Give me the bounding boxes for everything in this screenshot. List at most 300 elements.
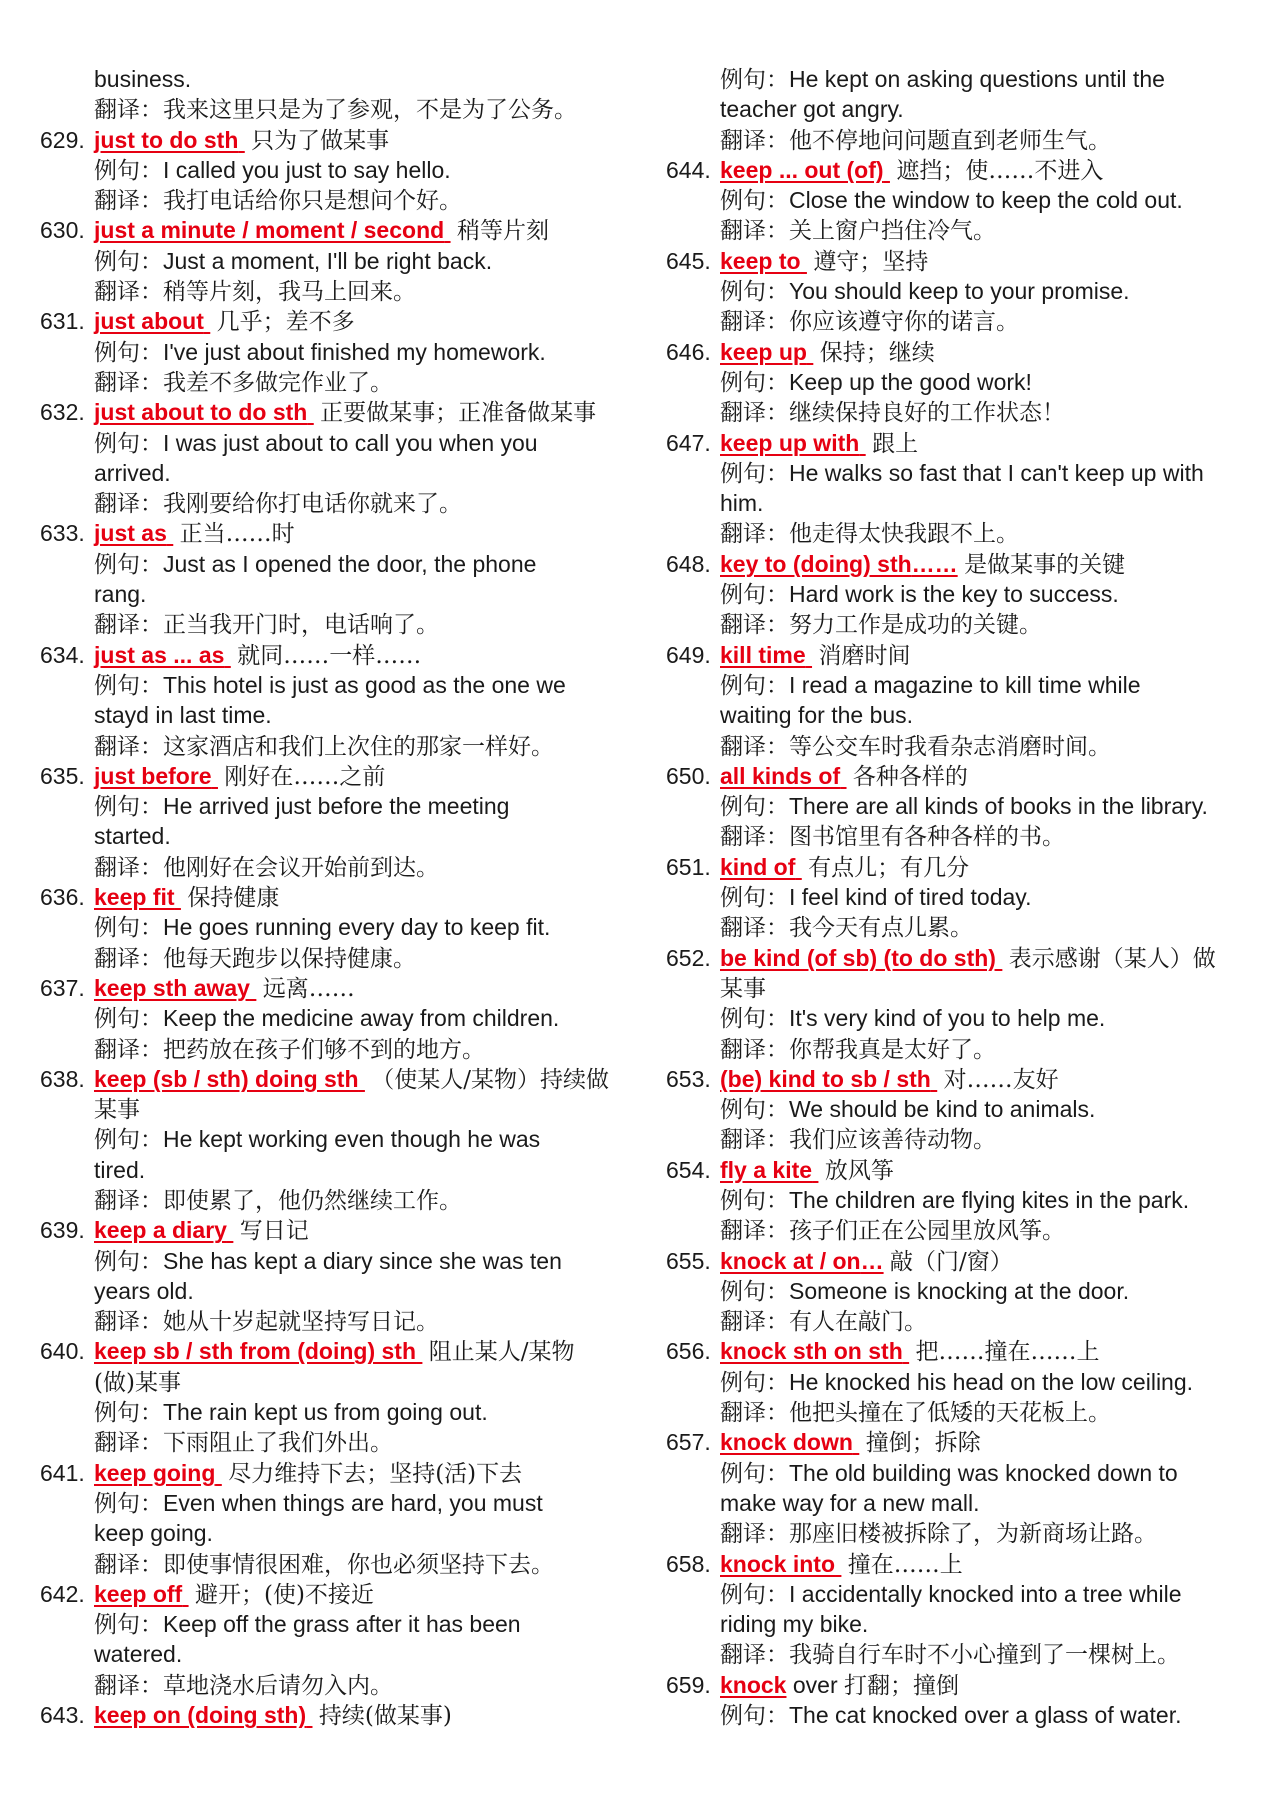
example-line-text: tired. — [94, 1156, 146, 1183]
example-line — [40, 912, 610, 942]
entry-phrase-underline — [996, 943, 1002, 973]
translation-line-text: 孩子们正在公园里放风筝。 — [789, 1218, 1065, 1245]
example-label: 例句： — [720, 188, 789, 215]
example-line-text: The rain kept us from going out. — [163, 1399, 488, 1426]
translation-line-text: 这家酒店和我们上次住的那家一样好。 — [163, 733, 554, 760]
entry-item — [666, 1670, 1236, 1731]
entry-heading — [40, 215, 610, 245]
example-line — [40, 1003, 610, 1033]
translation-line-text: 我骑自行车时不小心撞到了一棵树上。 — [789, 1642, 1180, 1669]
example-line — [40, 549, 610, 579]
translation-label: 翻译： — [720, 915, 789, 942]
entry-phrase-underline — [795, 852, 801, 882]
translation-line-text: 我今天有点儿累。 — [789, 915, 973, 942]
example-label: 例句： — [720, 279, 789, 306]
example-line-text: He goes running every day to keep fit. — [163, 914, 551, 941]
example-label: 例句： — [94, 1400, 163, 1427]
translation-label: 翻译： — [720, 218, 789, 245]
example-label: 例句： — [94, 1006, 163, 1033]
example-line-text: He kept working even though he was — [163, 1126, 541, 1153]
example-label: 例句： — [720, 460, 789, 487]
example-line-text: I've just about finished my homework. — [163, 338, 546, 365]
translation-line — [666, 215, 1236, 245]
entry-number: 648. — [666, 550, 711, 577]
translation-line-text: 图书馆里有各种各样的书。 — [789, 824, 1065, 851]
example-line — [666, 700, 1236, 730]
entry-item — [666, 1064, 1236, 1155]
translation-label: 翻译： — [94, 369, 163, 396]
entry-number: 632. — [40, 399, 85, 426]
entry-meaning: 正要做某事；正准备做某事 — [320, 400, 597, 427]
example-line — [40, 670, 610, 700]
entry-meaning: 表示感谢（某人）做 — [1008, 945, 1216, 972]
entry-phrase-tail: … — [860, 1247, 884, 1274]
example-line-text: I was just about to call you when you — [163, 429, 538, 456]
example-label: 例句： — [94, 915, 163, 942]
entry-item — [666, 761, 1236, 852]
example-line-text: The old building was knocked down to — [789, 1459, 1178, 1486]
translation-line — [666, 306, 1236, 336]
entry-item — [40, 1579, 610, 1700]
entry-meaning: 撞在……上 — [847, 1551, 963, 1578]
example-line — [40, 337, 610, 367]
translation-line-text: 我差不多做完作业了。 — [163, 369, 393, 396]
translation-line — [666, 1124, 1236, 1154]
entry-item — [40, 397, 610, 518]
entry-phrase: keep a diary — [94, 1217, 227, 1244]
entry-meaning: 有点儿；有几分 — [808, 854, 970, 881]
example-line-text: We should be kind to animals. — [789, 1096, 1096, 1123]
entry-number: 641. — [40, 1459, 85, 1486]
translation-line-text: 他把头撞在了低矮的天花板上。 — [789, 1400, 1111, 1427]
entry-phrase: kill time — [720, 641, 806, 668]
example-line-text: I called you just to say hello. — [163, 156, 451, 183]
entry-phrase-underline — [238, 125, 244, 155]
example-label: 例句： — [94, 1612, 163, 1639]
entry-phrase: key to (doing) sth — [720, 550, 912, 577]
entry-heading — [40, 518, 610, 548]
entry-number: 654. — [666, 1156, 711, 1183]
entry-heading — [666, 549, 1236, 579]
translation-label: 翻译： — [94, 733, 163, 760]
example-line — [666, 64, 1236, 94]
entry-meaning: 消磨时间 — [818, 642, 911, 669]
example-line — [666, 791, 1236, 821]
example-line — [666, 1700, 1236, 1730]
entry-heading — [40, 761, 610, 791]
entry-phrase-underline — [801, 246, 807, 276]
example-line-text: riding my bike. — [720, 1611, 869, 1638]
example-line-text: I feel kind of tired today. — [789, 884, 1032, 911]
entry-phrase: keep to — [720, 247, 801, 274]
entry-heading — [40, 1458, 610, 1488]
translation-label: 翻译： — [94, 1430, 163, 1457]
entry-meaning: 保持健康 — [187, 885, 280, 912]
entry-phrase-tail: …… — [911, 550, 958, 577]
translation-line — [40, 943, 610, 973]
entry-phrase-underline — [306, 1700, 312, 1730]
example-line — [40, 1124, 610, 1154]
entry-number: 651. — [666, 853, 711, 880]
example-line — [666, 1003, 1236, 1033]
entry-phrase-underline — [835, 1549, 841, 1579]
example-label: 例句： — [720, 1006, 789, 1033]
entry-meaning: 撞倒；拆除 — [865, 1430, 981, 1457]
translation-line — [40, 185, 610, 215]
entry-meaning: 保持；继续 — [819, 339, 935, 366]
example-label: 例句： — [720, 1581, 789, 1608]
entry-item — [40, 125, 610, 216]
translation-line-text: 他每天跑步以保持健康。 — [163, 945, 416, 972]
translation-line — [40, 94, 610, 124]
entry-heading — [40, 125, 610, 155]
example-line-text: Someone is knocking at the door. — [789, 1277, 1130, 1304]
example-line-text: I read a magazine to kill time while — [789, 671, 1141, 698]
example-line — [666, 367, 1236, 397]
entry-meaning: 几乎；差不多 — [216, 309, 355, 336]
entry-item — [40, 1700, 610, 1730]
translation-label: 翻译： — [720, 1127, 789, 1154]
translation-line-text: 你帮我真是太好了。 — [789, 1036, 996, 1063]
translation-line — [40, 731, 610, 761]
entry-phrase: keep fit — [94, 884, 175, 911]
example-line-text: Keep the medicine away from children. — [163, 1005, 560, 1032]
entry-phrase: just a minute / moment / second — [94, 217, 445, 244]
translation-line — [666, 821, 1236, 851]
entry-meaning-cont: 某事 — [720, 975, 766, 1002]
translation-line — [40, 1670, 610, 1700]
example-line-text: The cat knocked over a glass of water. — [789, 1702, 1182, 1729]
translation-line — [666, 1518, 1236, 1548]
example-line-text: Just a moment, I'll be right back. — [163, 247, 493, 274]
entry-meaning: 持续(做某事) — [318, 1703, 452, 1730]
translation-line — [40, 609, 610, 639]
entry-heading — [40, 1064, 610, 1094]
example-label: 例句： — [720, 1460, 789, 1487]
entry-heading — [40, 1336, 610, 1366]
entry-phrase-underline — [175, 882, 181, 912]
example-label: 例句： — [94, 1490, 163, 1517]
example-label: 例句： — [94, 157, 163, 184]
entry-phrase-underline — [859, 428, 865, 458]
example-line — [666, 1458, 1236, 1488]
translation-label: 翻译： — [94, 1036, 163, 1063]
translation-label: 翻译： — [94, 854, 163, 881]
entry-phrase-underline — [806, 640, 812, 670]
example-line — [40, 1518, 610, 1548]
example-label: 例句： — [94, 551, 163, 578]
entry-item — [40, 518, 610, 639]
entry-heading — [666, 640, 1236, 670]
entry-item — [666, 1336, 1236, 1427]
translation-line-text: 把药放在孩子们够不到的地方。 — [163, 1036, 485, 1063]
entry-meaning: 打翻；撞倒 — [844, 1672, 960, 1699]
example-label: 例句： — [720, 67, 789, 93]
entry-number: 637. — [40, 974, 85, 1001]
entry-item — [40, 306, 610, 397]
example-line — [40, 1155, 610, 1185]
entry-number: 633. — [40, 520, 85, 547]
example-line-text: Close the window to keep the cold out. — [789, 187, 1183, 214]
translation-label: 翻译： — [94, 1672, 163, 1699]
translation-line — [40, 488, 610, 518]
example-line-text: I accidentally knocked into a tree while — [789, 1580, 1182, 1607]
translation-line-text: 我打电话给你只是想问个好。 — [163, 188, 462, 215]
translation-line — [666, 1215, 1236, 1245]
example-label: 例句： — [94, 1248, 163, 1275]
example-line — [666, 1276, 1236, 1306]
translation-label: 翻译： — [94, 279, 163, 306]
translation-label: 翻译： — [94, 945, 163, 972]
example-line — [40, 821, 610, 851]
example-label: 例句： — [94, 794, 163, 821]
example-line-text: It's very kind of you to help me. — [789, 1005, 1106, 1032]
translation-line — [666, 1306, 1236, 1336]
translation-line — [40, 1034, 610, 1064]
entry-number: 634. — [40, 641, 85, 668]
example-line-text: teacher got angry. — [720, 96, 904, 123]
entry-phrase-underline — [853, 1427, 859, 1457]
example-line-text: him. — [720, 490, 764, 517]
entry-phrase: knock sth on sth — [720, 1338, 903, 1365]
entry-number: 649. — [666, 641, 711, 668]
entry-heading — [666, 761, 1236, 791]
entry-item — [666, 1427, 1236, 1548]
entry-number: 659. — [666, 1671, 711, 1698]
entry-phrase-underline — [224, 640, 230, 670]
entry-phrase-underline — [903, 1336, 909, 1366]
example-continuation — [40, 64, 610, 94]
translation-line — [666, 1034, 1236, 1064]
entry-phrase-plain: over — [792, 1671, 838, 1698]
entry-number: 655. — [666, 1247, 711, 1274]
entry-item — [666, 943, 1236, 1064]
entry-phrase: just before — [94, 762, 212, 789]
translation-label: 翻译： — [94, 188, 163, 215]
entry-meaning: （使某人/某物）持续做 — [371, 1066, 610, 1093]
example-label: 例句： — [720, 672, 789, 699]
entry-phrase-underline — [416, 1336, 422, 1366]
entry-meaning: 各种各样的 — [852, 763, 968, 790]
example-line-text: stayd in last time. — [94, 702, 272, 729]
entry-item — [666, 640, 1236, 761]
entry-meaning: 把……撞在……上 — [915, 1339, 1100, 1366]
entry-number: 643. — [40, 1702, 85, 1729]
column-right — [666, 64, 1236, 1730]
example-line-text: waiting for the bus. — [720, 702, 914, 729]
entry-heading — [40, 1700, 610, 1730]
entry-meaning: 正当……时 — [179, 521, 295, 548]
example-line-text: You should keep to your promise. — [789, 278, 1130, 305]
entry-item — [40, 1458, 610, 1579]
translation-label: 翻译： — [720, 521, 789, 548]
entry-heading — [40, 1579, 610, 1609]
translation-label: 翻译： — [720, 400, 789, 427]
example-line — [40, 1246, 610, 1276]
translation-line-text: 她从十岁起就坚持写日记。 — [163, 1309, 439, 1336]
entry-phrase-underline — [931, 1064, 937, 1094]
example-line — [40, 579, 610, 609]
example-label: 例句： — [720, 1369, 789, 1396]
entry-phrase-underline — [182, 1579, 188, 1609]
entry-heading — [40, 640, 610, 670]
example-line — [40, 458, 610, 488]
entry-phrase-underline — [444, 215, 450, 245]
entry-number: 638. — [40, 1065, 85, 1092]
entry-phrase: keep up with — [720, 429, 860, 456]
translation-line-text: 有人在敲门。 — [789, 1309, 927, 1336]
example-label: 例句： — [94, 1127, 163, 1154]
entry-item — [40, 1336, 610, 1457]
translation-label: 翻译： — [720, 1309, 789, 1336]
entry-number: 642. — [40, 1580, 85, 1607]
entry-number: 646. — [666, 338, 711, 365]
entry-meaning: 写日记 — [239, 1218, 309, 1245]
translation-line — [666, 125, 1236, 155]
example-line-text: Just as I opened the door, the phone — [163, 550, 537, 577]
entry-heading — [40, 306, 610, 336]
entry-meaning: 避开；(使)不接近 — [194, 1581, 374, 1608]
entry-item — [40, 761, 610, 882]
entry-number: 644. — [666, 156, 711, 183]
entry-item — [666, 1246, 1236, 1337]
entry-phrase-underline — [167, 518, 173, 548]
entry-number: 635. — [40, 762, 85, 789]
example-line-text: arrived. — [94, 459, 171, 486]
entry-phrase-underline — [204, 306, 210, 336]
entry-item — [666, 428, 1236, 549]
entry-heading — [40, 973, 610, 1003]
example-line-text: He knocked his head on the low ceiling. — [789, 1368, 1194, 1395]
entry-meaning: 对……友好 — [943, 1066, 1059, 1093]
entry-item — [666, 246, 1236, 337]
example-line — [666, 1094, 1236, 1124]
example-label: 例句： — [720, 1097, 789, 1124]
translation-label: 翻译： — [720, 1400, 789, 1427]
example-line — [40, 1609, 610, 1639]
translation-line — [40, 1427, 610, 1457]
translation-line — [666, 609, 1236, 639]
entry-number: 650. — [666, 762, 711, 789]
translation-line-text: 那座旧楼被拆除了，为新商场让路。 — [789, 1521, 1157, 1548]
translation-line — [40, 852, 610, 882]
translation-line — [666, 518, 1236, 548]
entry-phrase: keep sb / sth from (doing) sth — [94, 1338, 417, 1365]
example-label: 例句： — [720, 369, 789, 396]
entry-meaning: 只为了做某事 — [251, 127, 390, 154]
example-line-text: There are all kinds of books in the library. — [789, 793, 1208, 820]
translation-line — [40, 1306, 610, 1336]
translation-label: 翻译： — [94, 97, 163, 124]
entry-phrase: keep ... out (of) — [720, 156, 884, 183]
translation-line — [40, 1185, 610, 1215]
example-label: 例句： — [720, 1703, 789, 1730]
translation-line-text: 我们应该善待动物。 — [789, 1127, 996, 1154]
translation-line-text: 即使累了，他仍然继续工作。 — [163, 1187, 462, 1214]
entry-heading — [666, 943, 1236, 973]
translation-line — [666, 912, 1236, 942]
translation-label: 翻译： — [720, 1521, 789, 1548]
entry-heading — [666, 337, 1236, 367]
entry-phrase: keep (sb / sth) doing sth — [94, 1065, 359, 1092]
entry-phrase: all kinds of — [720, 762, 841, 789]
example-line — [666, 94, 1236, 124]
entry-meaning: 阻止某人/某物 — [428, 1339, 575, 1366]
translation-line-text: 关上窗户挡住冷气。 — [789, 218, 996, 245]
translation-line — [666, 397, 1236, 427]
entry-phrase: knock down — [720, 1429, 853, 1456]
translation-line-text: 他刚好在会议开始前到达。 — [163, 854, 439, 881]
translation-line-text: 等公交车时我看杂志消磨时间。 — [789, 733, 1111, 760]
entry-heading — [666, 155, 1236, 185]
example-label: 例句： — [720, 794, 789, 821]
entry-number: 653. — [666, 1065, 711, 1092]
entry-heading — [666, 246, 1236, 276]
example-label: 例句： — [720, 1187, 789, 1214]
entry-phrase: keep sth away — [94, 974, 250, 1001]
entry-heading — [666, 1155, 1236, 1185]
translation-line — [40, 276, 610, 306]
entry-meaning: 跟上 — [872, 430, 919, 457]
example-line-text: Keep off the grass after it has been — [163, 1611, 521, 1638]
translation-label: 翻译： — [94, 1187, 163, 1214]
example-line-text: He arrived just before the meeting — [163, 793, 510, 820]
translation-line-text: 草地浇水后请勿入内。 — [163, 1672, 393, 1699]
example-line-text: He walks so fast that I can't keep up with — [789, 459, 1204, 486]
example-line — [666, 1488, 1236, 1518]
entry-number: 630. — [40, 217, 85, 244]
translation-line — [40, 367, 610, 397]
example-line — [666, 1185, 1236, 1215]
entry-heading — [666, 852, 1236, 882]
entry-phrase: keep going — [94, 1459, 216, 1486]
translation-line-text: 正当我开门时，电话响了。 — [163, 612, 439, 639]
example-label: 例句： — [720, 1278, 789, 1305]
entry-number: 640. — [40, 1338, 85, 1365]
entry-item — [666, 549, 1236, 640]
entry-phrase-underline — [307, 397, 313, 427]
entry-number: 629. — [40, 126, 85, 153]
entry-phrase-underline — [807, 337, 813, 367]
entry-phrase: keep off — [94, 1580, 183, 1607]
entry-item — [40, 973, 610, 1064]
example-line-text: watered. — [94, 1641, 183, 1668]
entry-number: 657. — [666, 1429, 711, 1456]
entry-meaning: 遮挡；使……不进入 — [896, 157, 1104, 184]
example-line-text: started. — [94, 823, 171, 850]
translation-label: 翻译： — [720, 127, 789, 154]
entry-meaning: 稍等片刻 — [456, 218, 549, 245]
entry-phrase-underline — [250, 973, 256, 1003]
example-line — [40, 246, 610, 276]
entry-number: 631. — [40, 308, 85, 335]
example-line — [40, 1397, 610, 1427]
example-line-text: Even when things are hard, you must — [163, 1489, 543, 1516]
translation-line — [666, 731, 1236, 761]
translation-label: 翻译： — [94, 612, 163, 639]
translation-line-text: 继续保持良好的工作状态！ — [789, 400, 1065, 427]
entry-meaning-cont: 某事 — [94, 1097, 140, 1124]
column-left — [40, 64, 610, 1730]
example-line — [666, 1579, 1236, 1609]
translation-line — [666, 1639, 1236, 1669]
example-line-text: years old. — [94, 1277, 194, 1304]
entry-item — [666, 155, 1236, 246]
entry-number: 656. — [666, 1338, 711, 1365]
entry-number: 647. — [666, 429, 711, 456]
translation-label: 翻译： — [720, 1642, 789, 1669]
example-line-text: The children are flying kites in the park. — [789, 1186, 1190, 1213]
